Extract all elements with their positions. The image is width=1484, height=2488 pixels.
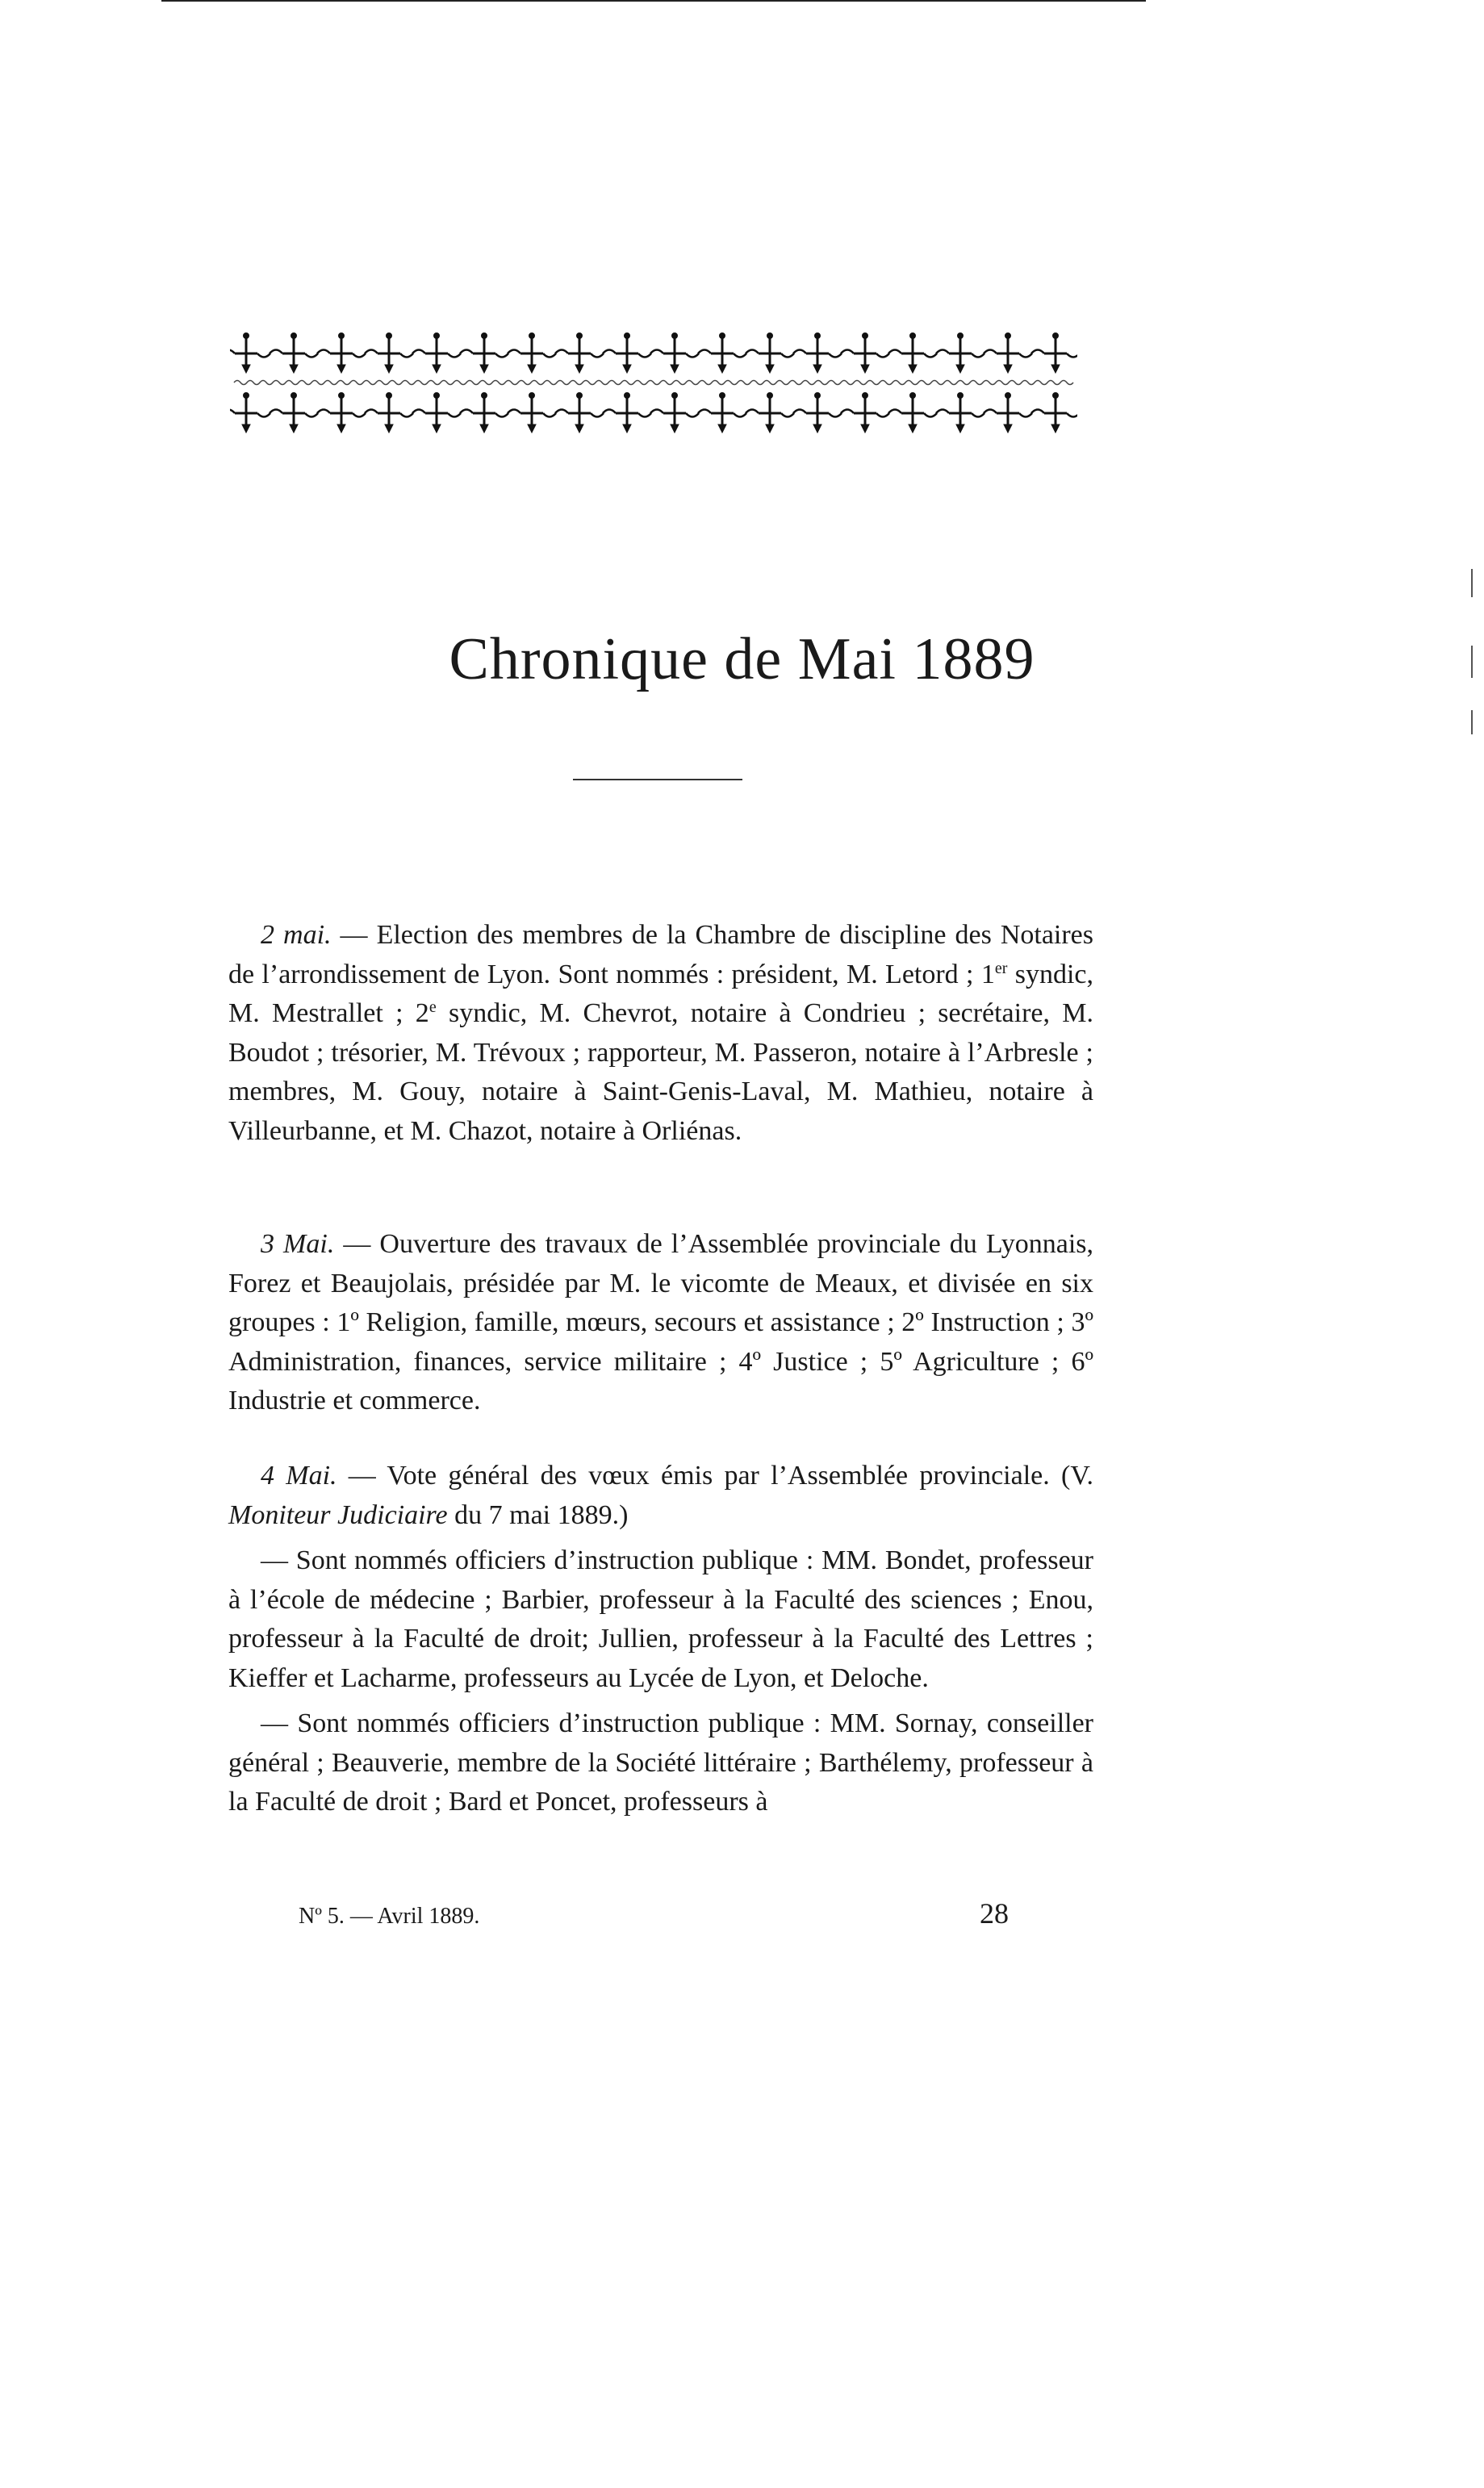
page-number: 28 [980, 1897, 1009, 1930]
title-rule [573, 779, 742, 780]
top-rule [161, 0, 1146, 2]
entry-date: 2 mai. [261, 920, 332, 950]
page-footer [299, 1896, 1009, 1930]
entry-paragraph: 4 Mai. — Vote général des vœux émis par l’Assemblée provinciale. (V. Moniteur Judiciaire du 7 mai 1889.) [228, 1461, 1093, 1530]
journal-title: Moniteur Judiciaire [228, 1499, 448, 1530]
fleuron-ornament [230, 323, 1077, 444]
entry-paragraph: — Sont nommés officiers d’instruction publique : MM. Bondet, professeur à l’école de médecine ; Barbier, professeur à la Faculté des sciences ; Enou, professeur à la Faculté de droit; Jullien, professeur à la Faculté des Lettres ; Kieffer et Lacharme, professeurs au Lycée de Lyon, et Deloche. [228, 1545, 1093, 1693]
entry-paragraph: — Sont nommés officiers d’instruction publique : MM. Sornay, conseiller général ; Beauverie, membre de la Société littéraire ; Barthélemy, professeur à la Faculté de droit ; Bard et Poncet, professeurs à [228, 1708, 1093, 1817]
entry-date: 4 Mai. [261, 1461, 337, 1491]
entry-paragraph: 2 mai. — Election des membres de la Chambre de discipline des Notaires de l’arrondissement de Lyon. Sont nommés : président, M. Letord ; 1er syndic, M. Mestrallet ; 2e syndic, M. Chevrot, notaire à Condrieu ; secrétaire, M. Boudot ; trésorier, M. Trévoux ; rapporteur, M. Passeron, notaire à l’Arbresle ; membres, M. Gouy, notaire à Saint-Genis-Laval, M. Mathieu, notaire à Villeurbanne, et M. Chazot, notaire à Orliénas. [228, 920, 1094, 1146]
entry-4-mai [228, 1457, 1093, 1822]
page-title: Chronique de Mai 1889 [449, 626, 1035, 692]
issue-label: Nº 5. — Avril 1889. [299, 1904, 480, 1929]
entry-3-mai [228, 1225, 1093, 1421]
margin-mark [1471, 646, 1473, 678]
entry-2-mai [228, 916, 1093, 1151]
margin-mark [1471, 569, 1473, 597]
entry-date: 3 Mai. [261, 1229, 335, 1259]
entry-paragraph: 3 Mai. — Ouverture des travaux de l’Assemblée provinciale du Lyonnais, Forez et Beaujolais, présidée par M. le vicomte de Meaux, et divisée en six groupes : 1º Religion, famille, mœurs, secours et assistance ; 2º Instruction ; 3º Administration, finances, service militaire ; 4º Justice ; 5º Agriculture ; 6º Industrie et commerce. [228, 1229, 1093, 1415]
margin-mark [1471, 710, 1473, 734]
